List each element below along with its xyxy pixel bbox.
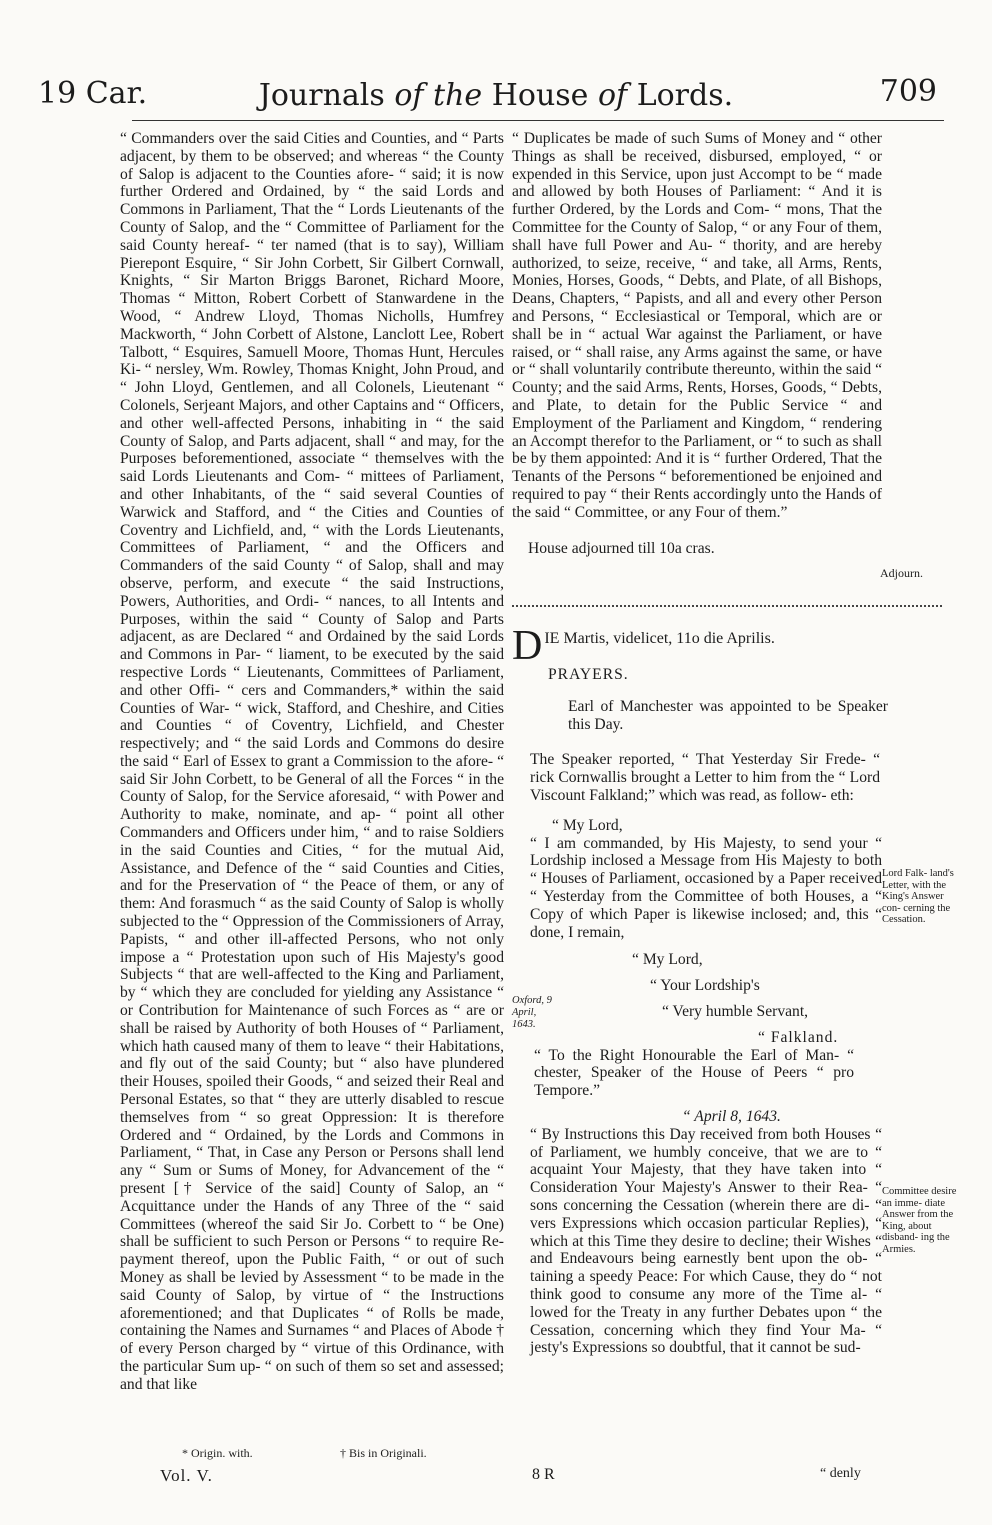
letter-close-3: “ Very humble Servant, (662, 1002, 809, 1020)
ordinance-text-left: “ Commanders over the said Cities and Counties, and “ Parts adjacent, by them to be observed; and whereas “ the County of Salop is adjacent to the Counties afore- “ said; it is now further Ordered and Ordained, by “ the said Lords and Commons in Parliament, That the “ Lords Lieutenants of the County of Salop, and the “ Committee of Parliament for the said County hereaf- “ ter named (that is to say), William Pierepont Esquire, “ Sir John Corbett, Sir Gilbert Cornwall, Knights, “ Sir Marton Briggs Baronet, Richard Moore, Thomas “ Mitton, Robert Corbett of Stanwardene in the Wood, “ Andrew Lloyd, Thomas Nicholls, Humfrey Mackworth, “ John Corbett of Alstone, Lanclott Lee, Robert Talbott, “ Esquires, Samuell Moore, Thomas Hunt, Hercules Ki- “ nersley, Wm. Rowley, Thomas Knight, John Proud, and “ John Lloyd, Gentlemen, and all Colonels, Lieutenant “ Colonels, Serjeant Majors, and other Captains and “ Officers, and other well-affected Persons, inhabiting in “ the said County of Salop, and Parts adjacent, shall “ and may, for the Purposes beforementioned, associate “ themselves with the said Lords Lieutenants and Com- “ mittees of Parliament, and other Inhabitants, of the “ said several Counties of Warwick and Stafford, and “ the Cities and Counties of Coventry and Lichfield, and, “ with the Lords Lieutenants, Committees of Parliament, “ and the Officers and Commanders of the said County “ of Salop, shall and may observe, perform, and execute “ the said Instructions, Powers, Authorities, and Ordi- “ nances, to all Intents and Purposes, within the said “ County of Salop and Parts adjacent, as are Declared “ and Ordained by the said Lords and Commons in Par- “ liament, to be executed by the said respective Lords “ Lieutenants, Committees of Parliament, and other Offi- “ cers and Commanders,* within the said Counties of War- “ wick, Stafford, and Cheshire, and Cities and Counties “ of Coventry, Lichfield, and Chester respectively; and “ the said Lords and Commons do desire the said “ Earl of Essex to grant a Commission to the afore- “ said Sir John Corbett, to be General of all the Forces “ in the County of Salop, for the Service aforesaid, “ with Power and Authority to make, nominate, and ap- “ point all other Commanders and Officers under him, “ and to raise Soldiers in the said Counties and Cities, “ for the mutual Aid, Assistance, and Defence of the “ said Counties and Cities, and for the Preservation of “ the Peace of them, or any of them: And forasmuch “ as the said County of Salop is wholly subjected to the “ Oppression of the Commissioners of Array, Papists, “ and other ill-affected Persons, who not only impose a “ Protestation upon such of His Majesty's good Subjects “ that are well-affected to the King and Parliament, by “ which they are concluded for yielding any Assistance “ or Contribution for Maintenance of such Forces as “ are or shall be raised by Authority of both Houses of “ Parliament, which hath caused many of them to leave “ their Habitations, and fly out of the said County; but “ also have plundered their Houses, spoiled their Goods, “ and seized their Real and Personal Estates, so that “ they are utterly disabled to rescue themselves from “ so great Oppression: It is therefore Ordered and “ Ordained, by the Lords and Commons in Parliament, “ That, in Case any Person or Persons shall lend any “ Sum or Sums of Money, for Advancement of the “ present [† Service of the said] County of Salop, an “ Acquittance under the Hands of any Three of the “ said Committees (whereof the said Sir Jo. Corbett to “ be One) shall be sufficient to such Person or Persons “ to require Re-payment thereof, upon the Public Faith, “ or out of such Money as shall be levied by Assessment “ to be made in the said County of Salop, by virtue of “ the Instructions aforementioned; and that Duplicates “ of Rolls be made, containing the Names and Surnames “ and Places of Abode † of every Person charged by “ virtue of this Ordinance, with the particular Sum up- “ on such of them so set and assessed; and that like (120, 130, 504, 1393)
page-header (0, 62, 992, 122)
signature-mark: 8 R (532, 1466, 555, 1483)
committee-text: “ By Instructions this Day received from both Houses “ of Parliament, we humbly conceive, that we are to “ acquaint Your Majesty, that they have taken into “ Consideration Your Majesty's Answer to their Rea- “ sons concerning the Cessation (wherein there are di- “ vers Expressions which occasion particular Replies), “ which at this Time they desire to decline; their Wishes “ and Endeavours being earnestly bent upon the ob- “ taining a speedy Peace: For which Cause, they do “ not think good to consume any more of the Time al- “ lowed for the Treaty in any further Debates upon “ the Cessation, concerning which they find Your Ma- “ jesty's Expressions so doubtful, that it cannot be sud- (530, 1125, 882, 1357)
title-journals: Journals (258, 78, 385, 113)
speaker-appointed: Earl of Manchester was appointed to be Speaker this Day. (568, 697, 888, 733)
letter-date-note: Oxford, 9 April, 1643. (512, 995, 552, 1030)
prayers-heading: PRAYERS. (548, 666, 629, 683)
title-of-the: of the (394, 78, 483, 113)
ordinance-text-right: “ Duplicates be made of such Sums of Money and “ other Things as shall be received, disbursed, employed, “ or expended in this Service, upon just Accompt to be “ made and allowed by both Houses of Parliament: “ And it is further Ordered, by the Lords and Com- “ mons, That the Committee for the County of Salop, “ or any Four of them, shall have full Power and Au- “ thority, and are hereby authorized, to seize, receive, “ and take, all Arms, Rents, Monies, Horses, Goods, “ Debts, and Plate, of all Bishops, Deans, Chapters, “ Papists, and all and every other Person and Persons, “ Ecclesiastical or Temporal, which are or shall be in “ actual War against the Parliament, or have raised, or “ shall raise, any Arms against the same, or have or “ shall voluntarily contribute thereunto, within the said “ County; and the said Arms, Rents, Horses, Goods, “ Debts, and Plate, to detain for the Public Service “ and Employment of the Parliament and Kingdom, “ rendering an Accompt therefor to the Parliament, or “ to such as shall be by them appointed: And it is “ further Ordered, That the Tenants of the Persons “ beforementioned be enjoined and required to pay “ their Rents accordingly unto the Hands of the said “ Committee, or any Four of them.” (512, 130, 882, 521)
committee-margin-note: Committee desire an imme- diate Answer from the King, about disband- ing the Armies. (882, 1186, 957, 1255)
left-column (120, 130, 504, 1394)
day-heading: IE Martis, videlicet, 11o die Aprilis. (544, 630, 775, 647)
footnote-1: * Origin. with. (182, 1446, 253, 1460)
letter-address: “ To the Right Honourable the Earl of Man- “ chester, Speaker of the House of Peers “ pro Tempore.” (534, 1046, 854, 1100)
header-rule (132, 120, 944, 121)
day-section (512, 623, 942, 1357)
letter-close-1: “ My Lord, (632, 951, 703, 969)
speaker-reported: The Speaker reported, “ That Yesterday Sir Frede- “ rick Cornwallis brought a Letter to him from the “ Lord Viscount Falkland;” which was read, as follow- eth: (530, 751, 880, 804)
regnal-year: 19 Car. (38, 76, 148, 111)
day-initial: D (512, 623, 543, 669)
letter-body: “ I am commanded, by His Majesty, to send your “ Lordship inclosed a Message from His Majesty to both “ Houses of Parliament, occasioned by a Paper received “ Yesterday from the Committee of both Houses, a “ Copy of which Paper is likewise inclosed; and, this “ done, I remain, (530, 834, 882, 941)
letter-close-2: “ Your Lordship's (650, 977, 760, 995)
page-number: 709 (879, 74, 937, 109)
adjourn-margin-note: Adjourn. (880, 566, 923, 580)
running-title (0, 78, 992, 113)
letter-margin-note: Lord Falk- land's Letter, with the King's Answer con- cerning the Cessation. (882, 868, 954, 925)
right-column (512, 130, 882, 557)
letter-signature: “ Falkland. (758, 1028, 839, 1046)
footnote-2: † Bis in Originali. (340, 1446, 427, 1460)
title-lords: Lords. (636, 78, 734, 113)
section-divider (512, 605, 942, 607)
catchword: “ denly (820, 1466, 861, 1481)
adjourn-line: House adjourned till 10a cras. (528, 539, 715, 557)
letter-salutation: “ My Lord, (552, 816, 623, 834)
title-house: House (491, 78, 589, 113)
volume-mark: Vol. V. (160, 1466, 213, 1485)
title-of: of (597, 78, 628, 113)
second-date: “ April 8, 1643. (682, 1107, 781, 1125)
